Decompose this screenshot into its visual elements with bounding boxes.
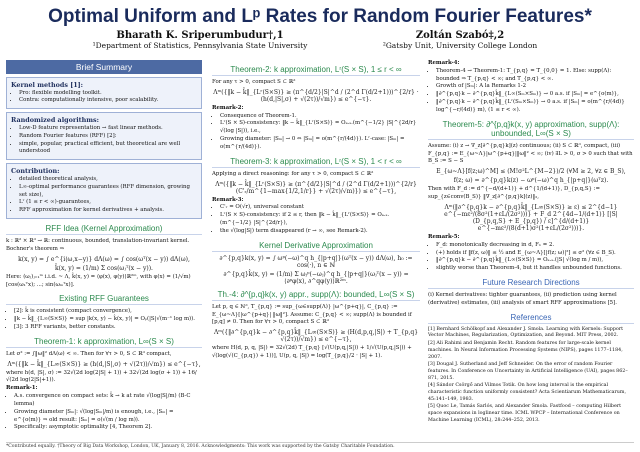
footnote: *Contributed equally. †Theory of Big Data Workshop, London, UK, January 8, 2016. Acknowledgments: This work was supported by the Gatsby Charitable Foundation. [6, 442, 634, 449]
author-2-name: Zoltán Szabó‡,2 [415, 30, 505, 41]
rff-text-2: Here: (ωⱼ)ⱼ₌₁ᵐ i.i.d. ~ Λ, k̂(x, y) = ⟨φ(x), φ(y)⟩ℝ²ᵐ, with φ(x) = (1/√m)[cos(ω₁ᵀx); ...; sin(ωₘᵀx)]. [6, 273, 191, 288]
brief-line: • simple, popular, practical efficient, but theoretical are well understood [19, 141, 197, 157]
theorem-5-equation-2: f(z; ω) = ∂^{p,q}k(z) − ωᵖ(−ω)^q h_{|p+q|}(ωᵀz). [453, 177, 609, 185]
theorem-5-equation-3: Λᵐ(‖∂^{p,q}k − ∂^{p,q}k̂‖_{L∞(S×S)} ≥ ε) ≤ 2^{d−1} e^{−mε²/(8σ²(1+εL/(2σ²)))} + F_d 2^{4d−1/(d+1)} [|S|(D_{p,q,S} + E_{p,q}) / ε]^{d/(d+1)} e^{−mε²/(8(d+1)σ²(1+εL/(2σ²)))}. [444, 203, 618, 232]
theorem-4-where: where H(d, p, q, |S|) = 32√(2d) T_{p,q} [√(U(p,q,|S|)) + 1/√(U(p,q,|S|)) + √(log(√(C_{p,q}) + 1))], U(p, q, |S|) = log(T_{p,q}/2 · |S| + 1). [212, 345, 412, 360]
section-theorem-3: Theorem-3: k approximation, Lʳ(S × S), 1 < r < ∞ [212, 157, 420, 168]
remark-4-heading: Remark-4: [428, 60, 460, 66]
theorem-5-text-2: Then with F_d := d^{−d/(d+1)} + d^{1/(d+1)}, D_{p,q,S} := sup_{z∈conv(B_S)} ‖∇_z[∂^{p,q}k](z)‖₂, [428, 186, 600, 201]
theorem-2-text: For any τ > 0, compact S ⊂ ℝᵈ [212, 79, 296, 85]
brief-line: • L∞-optimal performance guarantees (RFF dimension, growing set size), [19, 184, 197, 200]
brief-item-head: Kernel methods [1]: [11, 81, 84, 89]
column-2 [212, 60, 420, 438]
theorem-1-where: where h(d, |S|, σ) := 32√(2d log(2|S| + 1)) + 32√(2d log(σ + 1)) + 16/√(2d log(2|S|+1)). [6, 369, 197, 384]
existing-item: • [3]: 3 RFF variants, better constants. [14, 324, 202, 332]
brief-item-head: Contribution: [11, 167, 60, 176]
existing-item: • ‖k − k̂‖_{L∞(S×S)} = sup |k(x, y) − k̂(x, y)| = Oₚ(|S|√(m⁻¹ log m)). [14, 316, 202, 324]
author-1-name: Bharath K. Sriperumbudur†,1 [116, 30, 284, 41]
existing-item: • [2]: k̂ is consistent (compact convergence), [14, 308, 202, 316]
brief-randomized [6, 112, 202, 160]
brief-line: • detailed theoretical analysis, [19, 176, 197, 184]
section-theorem-2: Theorem-2: k approximation, Lʳ(S × S), 1 ≤ r < ∞ [212, 65, 420, 76]
brief-line: • RFF approximation for kernel derivatives + analysis. [19, 207, 197, 215]
theorem-3-equation: Λᵐ({‖k − k̂‖_{Lʳ(S×S)} ≥ (π^{d/2}|S|^d / (2^d Γ(d/2+1)))^{2/r} (C'ᵣ/m^{1−max{1/2,1/r}} + √(2τ)/√m)}) ≤ e^{−τ}, [215, 180, 417, 195]
future-text: (i) Kernel derivatives: tighter guarantees, (ii) prediction using kernel (derivative) estimates, (iii) analysis of smart RFF approximations [5]. [428, 292, 617, 306]
brief-line: • Random Fourier features (RFF) [2]: [19, 133, 197, 141]
remark-5-heading: Remark-5: [428, 233, 460, 240]
remark-5-item: • slightly worse than Theorem-4, but it handles unbounded functions. [436, 265, 634, 273]
column-3 [428, 60, 634, 438]
poster-title: Optimal Uniform and Lᵖ Rates for Random Fourier Features* [48, 6, 592, 27]
theorem-2-equation: Λᵐ({‖k − k̂‖_{Lʳ(S×S)} ≥ (π^{d/2}|S|^d / (2^d Γ(d/2+1)))^{2/r} · (h(d,|S|,σ) + √(2τ))/√m}) ≤ e^{−τ}. [213, 88, 419, 103]
theorem-4-text: Let p, q ∈ ℕᵈ, T_{p,q} := sup_{ω∈supp(Λ)} |ω^{p+q}|, C_{p,q} := E_{ω~Λ}[|ω^{p+q}| ‖ω‖²]. Assume: C_{p,q} < ∞; supp(Λ) is bounded if [p,q] ≠ 0. Then for ∀τ > 0, compact S ⊂ ℝᵈ [212, 303, 412, 326]
theorem-1-text: Let σ² := ∫‖ω‖² dΛ(ω) < ∞. Then for ∀τ > 0, S ⊂ ℝᵈ compact, [6, 350, 172, 357]
brief-line: • Contra: computationally intensive, poor scalability. [19, 97, 197, 105]
section-existing-guarantees: Existing RFF Guarantees [6, 294, 202, 305]
reference-item: [3] Dougal J. Sutherland and Jeff Schneider. On the error of random Fourier features. In Conference on Uncertainty in Artificial Intelligence (UAI), pages 862–871, 2015. [428, 362, 628, 381]
brief-line: • Pro: flexible modelling toolkit. [19, 90, 197, 98]
remark-5-item: • F_d: monotonically decreasing in d, F₁ = 2. [436, 242, 634, 250]
reference-item: [1] Bernhard Schölkopf and Alexander J. Smola. Learning with Kernels: Support Vector Machines, Regularization, Optimization, and Beyond. MIT Press, 2002. [428, 326, 624, 339]
remark-1-item: • Growing diameter |Sₘ|: √(log|Sₘ|/m) is enough, i.e., |Sₘ| = e^{o(m)} ⇒ old result: |Sₘ| = o(√(m / log m)). [14, 409, 202, 425]
reference-item: [2] Ali Rahimi and Benjamin Recht. Random features for large-scale kernel machines. In Neural Information Processing Systems (NIPS), pages 1177–1184, 2007. [428, 341, 623, 360]
theorem-3-text: Applying a direct reasoning: for any τ > 0, compact S ⊂ ℝᵈ [212, 170, 374, 177]
reference-item: [4] Sándor Csörgő and Vilmos Totik. On how long interval is the empirical characteristic function uniformly consistent? Acta Scientiarum Mathematicarum, 45:141–149, 1983. [428, 383, 626, 402]
remark-2-item: • Consequence of Theorem-1. [220, 113, 420, 121]
theorem-5-text: Assume: (i) z → ∇_z[∂^{p,q}k](z) continuous; (ii) S ⊂ ℝᵈ, compact, (iii) F_{p,q} := E_{ω~Λ}|ω^{p+q}|‖ω‖² < ∞; (iv) ∃L > 0, σ > 0 such that with B_S := S − S [428, 142, 633, 165]
author-2-affiliation: ²Gatsby Unit, University College London [382, 41, 538, 50]
kernel-derivative-equation-2: ∂^{p,q}k̂(x, y) = (1/m) Σ ωⱼᵖ(−ωⱼ)^q h_{|p+q|}(ωⱼᵀ(x − y)) = ⟨∂ᵖφ(x), ∂^qφ(y)⟩ℝ²ᵐ. [223, 270, 409, 285]
section-theorem-5: Theorem-5: ∂^{p,q}k(x, y) approximation, supp(Λ): unbounded, L∞(S × S) [428, 120, 634, 140]
author-1-affiliation: ¹Department of Statistics, Pennsylvania State University [92, 41, 308, 50]
remark-3-heading: Remark-3: [212, 196, 244, 203]
author-2 [300, 30, 620, 50]
remark-2-heading: Remark-2: [212, 104, 244, 111]
section-kernel-derivative: Kernel Derivative Approximation [212, 241, 420, 252]
remark-4-item: • ‖∂^{p,q}k − ∂^{p,q}k̂‖_{Lʳ(Sₘ×Sₘ)} → 0 a.s. if |Sₘ| = o(m^{r/(4d)} log^{−r/(4d)} m), (1 ≤ r < ∞). [436, 99, 634, 115]
rff-text: k : ℝᵈ × ℝᵈ → ℝ: continuous, bounded, translation-invariant kernel. Bochner's theorem ⇒ [6, 238, 190, 252]
theorem-4-equation: Λᵐ({‖∂^{p,q}k − ∂^{p,q}k̂‖_{L∞(S×S)} ≥ (H(d,p,q,|S|) + T_{p,q}√(2τ))/√m}) ≤ e^{−τ}, [213, 329, 419, 344]
remark-3-item: • the √(log|S|) term disappeared (r → ∞, see Remark-2). [220, 228, 420, 236]
brief-summary-heading: Brief Summary [6, 60, 202, 74]
section-rff-idea: RFF Idea (Kernel Approximation) [6, 224, 202, 235]
remark-1-heading: Remark-1: [6, 385, 38, 392]
remark-5-item: • (+) holds if ‖f(z, ω)‖ ≤ ½ and E_{ω~Λ}[|f(z; ω)|²] ≤ σ² (∀z ∈ B_S). [436, 250, 634, 258]
brief-line: • Low-D feature representation → fast linear methods. [19, 125, 197, 133]
section-theorem-4: Th.-4: ∂^{p,q}k(x, y) appr., supp(Λ): bounded, L∞(S × S) [212, 290, 420, 301]
remark-3-item: • Lʳ(S × S)-consistency: if 2 ≤ r, then ‖k − k̂‖_{Lʳ(S×S)} = Oₐ.ₛ.(m^{−1/2} |S|^{2d/r}), [220, 212, 420, 228]
theorem-5-equation-1: E_{ω~Λ}[f(z;ω)^M] ≤ (M!σ²L^{M−2})/2 (∀M ≥ 2, ∀z ∈ B_S), [436, 168, 626, 176]
remark-4-item: • ‖∂^{p,q}k − ∂^{p,q}k̂‖_{L∞(Sₘ×Sₘ)} → 0 a.s. if |Sₘ| = e^{o(m)}, [436, 91, 634, 99]
brief-line: • Lʳ (1 ≤ r < ∞)-guarantees, [19, 199, 197, 207]
remark-1-item: • Specifically: asymptotic optimality [4, Theorem 2]. [14, 424, 202, 432]
remark-1-item: • A.s. convergence on compact sets: k̂ → k at rate √(log|S|/m) (B-C lemma) [14, 393, 202, 409]
remark-5-item: • ‖∂^{p,q}k − ∂^{p,q}k̂‖_{L∞(S×S)} = Oₐ.ₛ.(|S| √(log m / m)), [436, 257, 634, 265]
section-theorem-1: Theorem-1: k approximation, L∞(S × S) [6, 337, 202, 348]
theorem-1-equation: Λᵐ({‖k − k̂‖_{L∞(S×S)} ≥ (h(d,|S|,σ) + √(2τ))/√m}) ≤ e^{−τ}, [7, 360, 201, 368]
brief-item-head: Randomized algorithms: [11, 116, 99, 125]
section-references: References [428, 313, 634, 324]
remark-4-item: • Growth of |Sₘ|: A la Remarks 1-2 [436, 83, 634, 91]
remark-4-item: • Theorem-4 → Theorem-1: T_{p,q} = T_{0,0} = 1. Else: supp(Λ): bounded ⇒ T_{p,q} < ∞; and T_{p,q} < ∞. [436, 68, 634, 84]
remark-3-item: • C'ᵣ = O(√r), universal constant [220, 204, 420, 212]
references-list [428, 327, 634, 425]
remark-2-item: • Lʳ(S × S)-consistency: ‖k − k̂‖_{Lʳ(S×S)} = Oₐ.ₛ.(m^{−1/2} |S|^{2d/r} √(log |S|)), i.e., [220, 120, 420, 136]
brief-kernel-methods [6, 77, 202, 109]
rff-equation-2: k̂(x, y) = (1/m) Σ cos(ωⱼᵀ(x − y)). [55, 264, 153, 272]
brief-contribution [6, 163, 202, 219]
reference-item: [5] Quoc Le, Tamás Sarlós, and Alexander Smola. Fastfood – computing Hilbert space expansions in loglinear time. ICML WPCP – International Conference on Machine Learning (ICML), 28:244–252, 2013. [428, 404, 622, 423]
section-future-research: Future Research Directions [428, 278, 634, 289]
rff-equation-1: k(x, y) = ∫ e^{i⟨ω,x−y⟩} dΛ(ω) = ∫ cos(ωᵀ(x − y)) dΛ(ω), [18, 255, 190, 263]
column-1 [6, 60, 202, 438]
remark-2-item: • Growing diameter: |Sₘ| → 0 ⇔ |Sₘ| = o(m^{r/(4d)}). Lʳ-case: |Sₘ| = o(m^{r/(4d)}). [220, 136, 420, 152]
kernel-derivative-equation-1: ∂^{p,q}k(x, y) = ∫ ωᵖ(−ω)^q h_{|p+q|}(ωᵀ(x − y)) dΛ(ω), h₀ := cos(·), n ∈ ℕ [219, 254, 413, 269]
